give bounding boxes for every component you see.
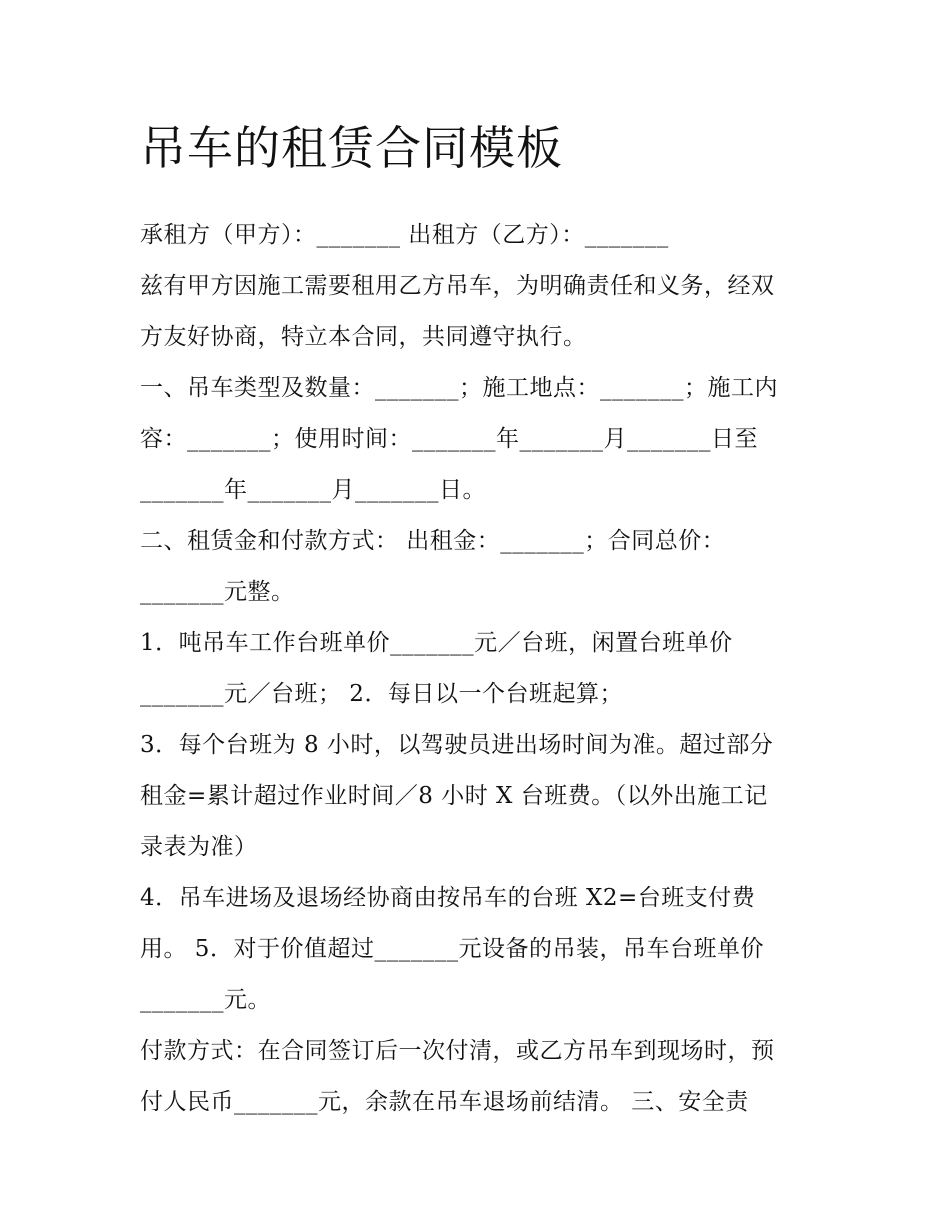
paragraph-line: 1．吨吊车工作台班单价_______元／台班，闲置台班单价 bbox=[140, 630, 733, 656]
paragraph-line: 方友好协商，特立本合同，共同遵守执行。 bbox=[140, 324, 587, 350]
paragraph-line: 3．每个台班为 8 小时，以驾驶员进出场时间为准。超过部分 bbox=[140, 732, 774, 758]
paragraph-line: 二、租赁金和付款方式： 出租金：_______；合同总价： bbox=[140, 528, 726, 554]
paragraph-line: 4．吊车进场及退场经协商由按吊车的台班 X2=台班支付费 bbox=[140, 885, 756, 911]
party-line: 承租方（甲方）：_______ 出租方（乙方）：_______ bbox=[140, 222, 669, 248]
paragraph-line: 一、吊车类型及数量：_______；施工地点：_______；施工内 bbox=[140, 375, 778, 401]
paragraph-line: 容：_______；使用时间：_______年_______月_______日至 bbox=[140, 426, 758, 452]
paragraph-line: _______元／台班； 2．每日以一个台班起算； bbox=[140, 681, 623, 707]
document-title: 吊车的租赁合同模板 bbox=[140, 121, 563, 175]
paragraph-line: 兹有甲方因施工需要租用乙方吊车，为明确责任和义务，经双 bbox=[140, 273, 775, 299]
paragraph-line: 录表为准） bbox=[140, 834, 258, 860]
paragraph-line: 用。 5．对于价值超过_______元设备的吊装，吊车台班单价 bbox=[140, 936, 764, 962]
paragraph-line: _______年_______月_______日。 bbox=[140, 477, 486, 503]
paragraph-line: _______元。 bbox=[140, 987, 271, 1013]
paragraph-line: 租金=累计超过作业时间／8 小时 X 台班费。（以外出施工记 bbox=[140, 783, 768, 809]
document-page bbox=[140, 108, 830, 1128]
paragraph-line: 付人民币_______元，余款在吊车退场前结清。 三、安全责 bbox=[140, 1089, 749, 1115]
paragraph-line: 付款方式：在合同签订后一次付清，或乙方吊车到现场时，预 bbox=[140, 1038, 775, 1064]
paragraph-line: _______元整。 bbox=[140, 579, 295, 605]
